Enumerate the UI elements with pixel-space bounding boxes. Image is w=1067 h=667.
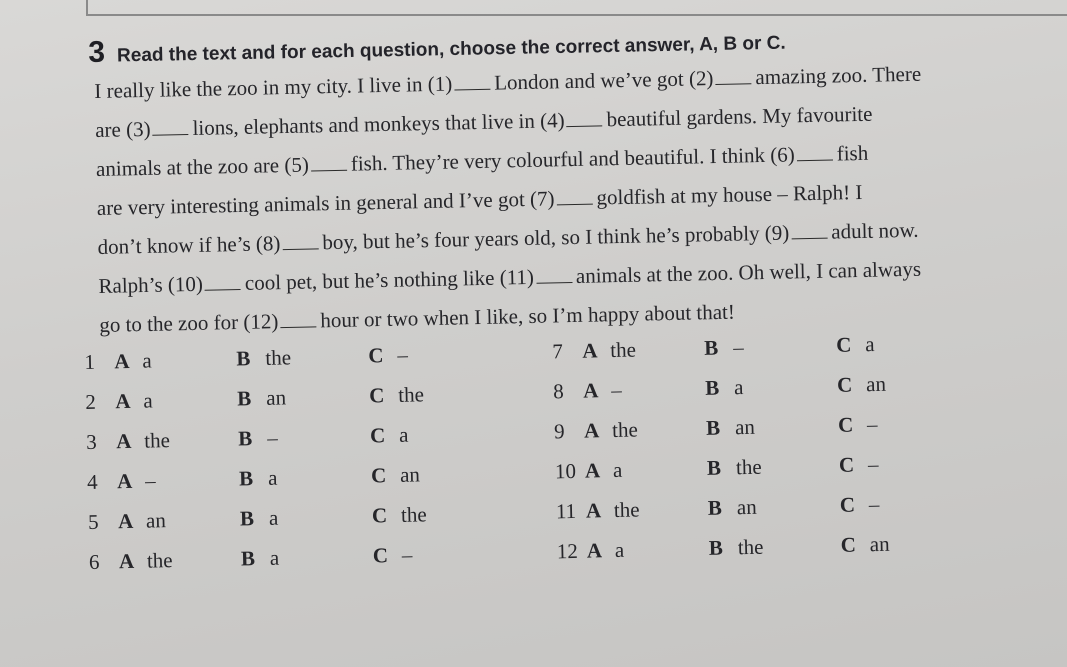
option-c-answer[interactable]: – [866, 412, 878, 437]
answer-blank [311, 170, 347, 172]
option-c-answer[interactable]: the [400, 502, 427, 527]
text-segment: adult now. [831, 217, 919, 244]
option-a-answer[interactable]: the [146, 548, 173, 573]
option-a-answer[interactable]: – [610, 377, 622, 403]
option-letter-c[interactable]: C [368, 343, 384, 368]
text-segment: beautiful gardens. My favourite [606, 101, 873, 132]
option-letter-b[interactable]: B [236, 346, 251, 371]
option-letter-b[interactable]: B [703, 335, 719, 360]
option-letter-a[interactable]: A [115, 428, 132, 454]
option-letter-a[interactable]: A [118, 548, 135, 574]
question-number[interactable]: 4 [86, 469, 98, 494]
option-letter-c[interactable]: C [839, 492, 856, 517]
answer-blank [716, 83, 752, 85]
option-letter-a[interactable]: A [114, 348, 130, 374]
option-a-answer[interactable]: the [610, 337, 637, 363]
option-b-answer[interactable]: an [736, 494, 757, 520]
option-letter-c[interactable]: C [837, 412, 854, 437]
answer-blank [205, 289, 241, 291]
question-number[interactable]: 5 [87, 509, 99, 534]
option-letter-a[interactable]: A [582, 378, 599, 403]
option-b-answer[interactable]: – [266, 425, 278, 450]
option-b-answer[interactable]: a [733, 375, 744, 400]
text-segment: amazing zoo. There [755, 61, 922, 90]
option-letter-b[interactable]: B [240, 546, 256, 571]
answer-blank [283, 248, 319, 250]
answer-blank [567, 125, 603, 127]
option-a-answer[interactable]: – [144, 468, 156, 493]
option-letter-a[interactable]: A [586, 538, 603, 563]
option-c-answer[interactable]: a [398, 422, 409, 447]
text-segment: are (3) [94, 116, 151, 142]
option-letter-c[interactable]: C [370, 463, 387, 488]
option-a-answer[interactable]: the [613, 497, 640, 523]
exercise-instruction: Read the text and for each question, choose the correct answer, A, B or C. [116, 32, 786, 67]
text-segment: go to the zoo for (12) [99, 309, 279, 337]
question-number[interactable]: 1 [84, 349, 96, 374]
option-letter-b[interactable]: B [708, 535, 724, 560]
text-segment: are very interesting animals in general and I’ve got (7) [96, 186, 555, 220]
option-letter-b[interactable]: B [706, 455, 722, 480]
option-letter-c[interactable]: C [371, 503, 388, 528]
option-c-answer[interactable]: an [865, 371, 887, 397]
exercise-number: 3 [88, 35, 106, 69]
option-c-answer[interactable]: the [397, 382, 425, 407]
answer-blank [791, 238, 827, 240]
text-segment: London and we’ve got (2) [493, 66, 714, 95]
option-c-answer[interactable]: a [864, 332, 875, 357]
question-number[interactable]: 10 [554, 458, 577, 484]
page-frame-border [86, 0, 1067, 16]
text-segment: lions, elephants and monkeys that live in (4) [192, 108, 565, 140]
option-letter-c[interactable]: C [372, 543, 389, 568]
question-number[interactable]: 8 [552, 379, 564, 404]
option-b-answer[interactable]: a [267, 465, 278, 490]
option-b-answer[interactable]: the [265, 345, 292, 370]
option-letter-b[interactable]: B [704, 375, 720, 400]
option-letter-a[interactable]: A [583, 418, 600, 443]
question-number[interactable]: 9 [553, 419, 565, 444]
option-letter-b[interactable]: B [705, 415, 721, 440]
option-letter-c[interactable]: C [369, 423, 386, 448]
option-c-answer[interactable]: an [399, 462, 421, 487]
option-letter-b[interactable]: B [237, 386, 252, 411]
option-letter-a[interactable]: A [117, 508, 134, 534]
text-segment: cool pet, but he’s nothing like (11) [244, 264, 535, 295]
text-segment: hour or two when I like, so I’m happy about that! [320, 299, 736, 333]
option-b-answer[interactable]: an [734, 414, 756, 440]
answer-blank [153, 134, 189, 136]
cloze-text [94, 52, 1050, 345]
question-number[interactable]: 12 [556, 538, 579, 564]
text-segment: don’t know if he’s (8) [97, 231, 281, 259]
option-letter-c[interactable]: C [836, 372, 853, 397]
text-segment: animals at the zoo. Oh well, I can always [575, 256, 922, 288]
option-a-answer[interactable]: the [143, 428, 171, 453]
question-number[interactable]: 3 [85, 429, 97, 454]
option-b-answer[interactable]: the [735, 454, 762, 480]
text-segment: I really like the zoo in my city. I live in (1) [94, 71, 453, 103]
answer-options [84, 324, 950, 603]
answer-blank [536, 282, 572, 284]
option-letter-b[interactable]: B [237, 426, 253, 451]
option-letter-a[interactable]: A [585, 498, 602, 523]
question-number[interactable]: 7 [552, 339, 564, 364]
option-letter-b[interactable]: B [238, 466, 254, 491]
option-letter-c[interactable]: C [840, 532, 857, 557]
option-letter-a[interactable]: A [115, 388, 131, 414]
option-letter-c[interactable]: C [835, 332, 852, 357]
answer-blank [557, 204, 593, 206]
option-a-answer[interactable]: a [143, 388, 153, 413]
question-number[interactable]: 11 [555, 498, 577, 524]
option-a-answer[interactable]: a [614, 537, 625, 563]
option-c-answer[interactable]: – [868, 492, 880, 517]
option-b-answer[interactable]: a [269, 545, 280, 570]
option-b-answer[interactable]: the [737, 534, 764, 560]
option-b-answer[interactable]: a [268, 505, 279, 530]
option-c-answer[interactable]: an [869, 531, 890, 557]
text-segment: animals at the zoo are (5) [95, 152, 310, 181]
text-segment: Ralph’s (10) [98, 271, 204, 298]
text-segment: boy, but he’s four years old, so I think he’s probably (9) [322, 220, 790, 255]
text-segment: fish. They’re very colourful and beautiful. I think (6) [350, 142, 795, 176]
text-segment: goldfish at my house – Ralph! I [596, 179, 863, 210]
option-a-answer[interactable]: the [611, 417, 639, 443]
option-letter-c[interactable]: C [368, 383, 385, 408]
option-letter-a[interactable]: A [116, 468, 133, 494]
option-letter-a[interactable]: A [584, 458, 601, 483]
option-b-answer[interactable]: – [732, 335, 745, 360]
option-b-answer[interactable]: an [265, 385, 287, 410]
option-a-answer[interactable]: a [142, 348, 152, 373]
option-c-answer[interactable]: – [401, 542, 413, 567]
option-c-answer[interactable]: – [397, 342, 409, 367]
question-number[interactable]: 2 [85, 389, 97, 414]
option-letter-c[interactable]: C [838, 452, 855, 477]
option-letter-a[interactable]: A [582, 338, 598, 363]
answer-blank [797, 160, 833, 162]
question-number[interactable]: 6 [88, 549, 100, 574]
option-a-answer[interactable]: an [145, 508, 167, 533]
option-c-answer[interactable]: – [867, 452, 879, 477]
option-letter-b[interactable]: B [239, 506, 255, 531]
answer-blank [280, 326, 316, 328]
option-a-answer[interactable]: a [612, 457, 623, 483]
answer-blank [454, 89, 490, 91]
option-letter-b[interactable]: B [707, 495, 723, 520]
text-segment: fish [836, 140, 869, 166]
